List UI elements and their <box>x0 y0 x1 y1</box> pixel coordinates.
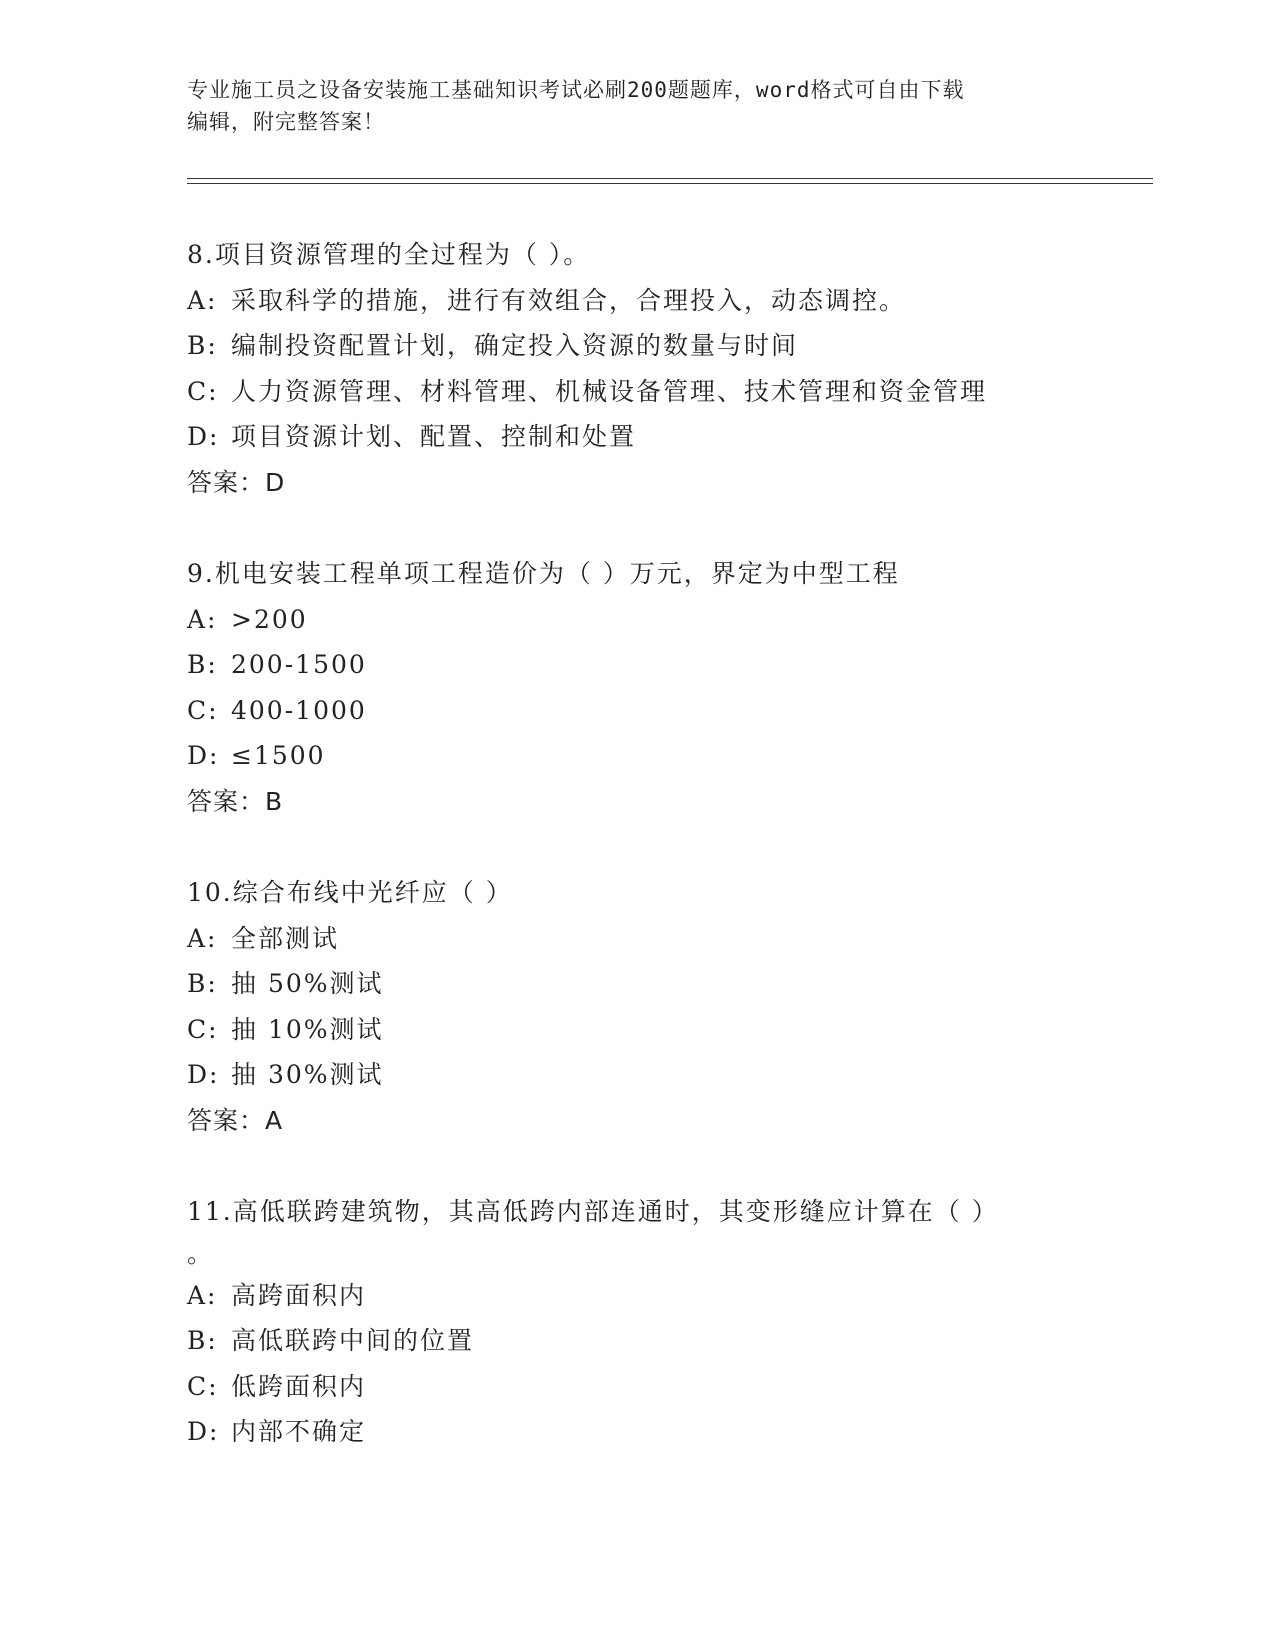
option-key: D: <box>187 741 220 770</box>
option-a <box>187 1273 1087 1319</box>
option-text: 编制投资配置计划，确定投入资源的数量与时间 <box>231 331 799 360</box>
option-text: 内部不确定 <box>231 1417 367 1446</box>
answer-line: 答案：B <box>187 786 284 816</box>
question-9 <box>187 551 1087 824</box>
option-c <box>187 369 1087 415</box>
option-key: A: <box>187 1280 218 1310</box>
option-key: A: <box>187 285 218 315</box>
question-stem: 9.机电安装工程单项工程造价为（ ）万元，界定为中型工程 <box>187 559 900 588</box>
option-text: 200-1500 <box>231 650 367 679</box>
option-key: B: <box>187 969 218 998</box>
option-b <box>187 961 1087 1007</box>
question-stem: 11.高低联跨建筑物，其高低跨内部连通时，其变形缝应计算在（ ） <box>187 1197 999 1226</box>
option-c <box>187 1364 1087 1410</box>
option-key: C: <box>187 695 219 725</box>
question-stem-continuation: 。 <box>187 1238 215 1268</box>
answer-line: 答案：D <box>187 467 286 497</box>
option-text: 高跨面积内 <box>231 1280 367 1310</box>
answer-line: 答案：A <box>187 1105 284 1135</box>
option-text: 项目资源计划、配置、控制和处置 <box>231 422 637 451</box>
option-key: B: <box>187 650 218 679</box>
question-10 <box>187 870 1087 1143</box>
option-key: D: <box>187 1417 220 1446</box>
option-b <box>187 323 1087 369</box>
option-d <box>187 1052 1087 1098</box>
option-text: 抽 10%测试 <box>231 1014 384 1044</box>
header-divider-bottom <box>187 183 1153 184</box>
option-key: B: <box>187 1326 218 1355</box>
option-text: 采取科学的措施，进行有效组合，合理投入，动态调控。 <box>231 285 907 315</box>
option-key: A: <box>187 604 218 634</box>
option-text: 全部测试 <box>231 923 340 953</box>
option-key: D: <box>187 1060 220 1089</box>
option-text: ≤1500 <box>231 741 326 770</box>
question-8 <box>187 232 1087 505</box>
document-header <box>187 74 1087 138</box>
option-b <box>187 642 1087 688</box>
option-text: 低跨面积内 <box>231 1371 367 1401</box>
question-stem: 10.综合布线中光纤应（ ） <box>187 878 513 907</box>
question-stem: 8.项目资源管理的全过程为（ ）。 <box>187 240 591 269</box>
option-key: B: <box>187 331 218 360</box>
option-d <box>187 1409 1087 1455</box>
option-key: C: <box>187 376 219 406</box>
option-text: 高低联跨中间的位置 <box>231 1326 475 1355</box>
option-d <box>187 414 1087 460</box>
option-b <box>187 1318 1087 1364</box>
option-c <box>187 688 1087 734</box>
option-d <box>187 733 1087 779</box>
option-c <box>187 1007 1087 1053</box>
option-a <box>187 278 1087 324</box>
option-key: C: <box>187 1014 219 1044</box>
option-text: 抽 50%测试 <box>231 969 384 998</box>
header-title-line-1: 专业施工员之设备安装施工基础知识考试必刷200题题库，word格式可自由下载 <box>187 78 965 102</box>
option-text: >200 <box>231 604 308 634</box>
option-key: C: <box>187 1371 219 1401</box>
option-a <box>187 597 1087 643</box>
option-a <box>187 916 1087 962</box>
option-key: D: <box>187 422 220 451</box>
header-title-line-2: 编辑，附完整答案！ <box>187 110 385 134</box>
option-text: 400-1000 <box>231 695 367 725</box>
question-11 <box>187 1189 1087 1455</box>
option-text: 人力资源管理、材料管理、机械设备管理、技术管理和资金管理 <box>231 376 988 406</box>
option-text: 抽 30%测试 <box>231 1060 384 1089</box>
option-key: A: <box>187 923 218 953</box>
header-divider-top <box>187 178 1153 179</box>
